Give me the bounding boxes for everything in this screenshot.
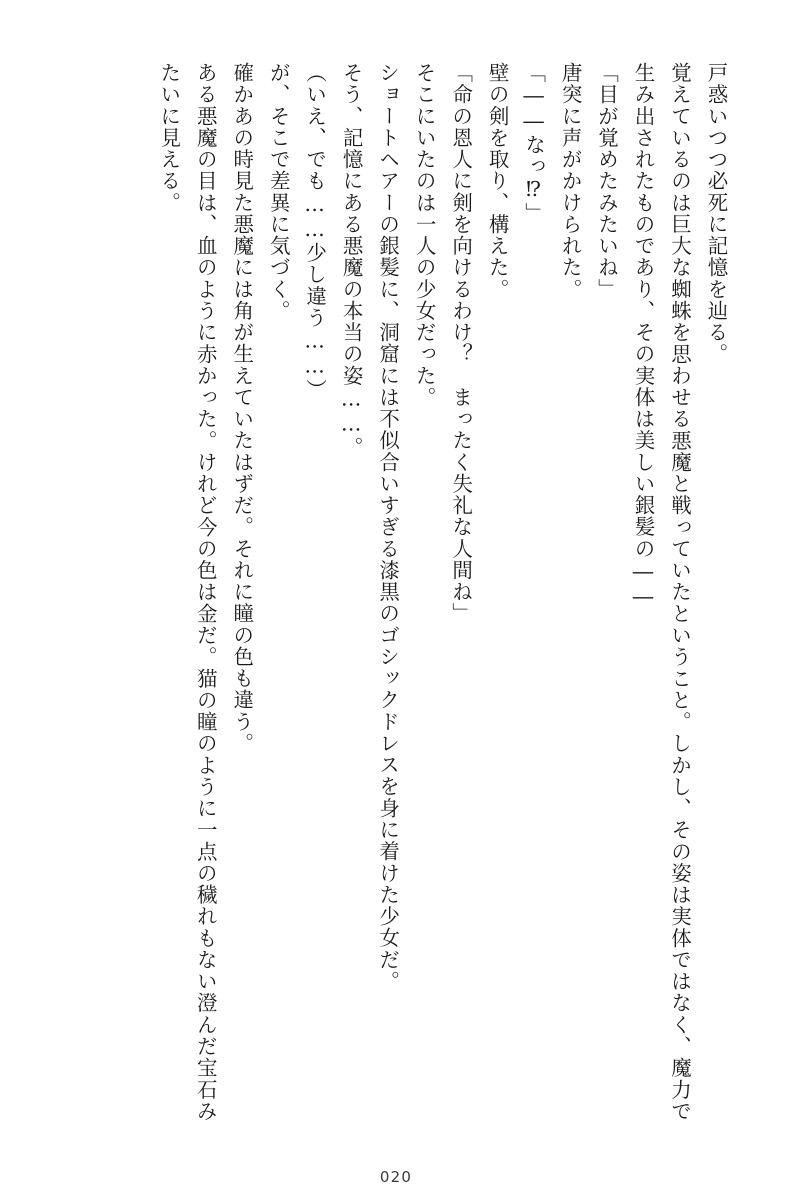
paragraph: 壁の剣を取り、構えた。 — [485, 62, 510, 300]
paragraph: 唐突に声がかけられた。 — [558, 62, 583, 300]
vertical-text-body — [52, 62, 734, 1122]
paragraph: 確かあの時見た悪魔には角が生えていたはずだ。それに瞳の色も違う。 — [229, 62, 254, 755]
paragraph: 覚えているのは巨大な蜘蛛を思わせる悪魔と戦っていたということ。しかし、その姿は実体ではなく、魔力で生み出されたものであり、その実体は美しい銀髪の―― — [631, 62, 692, 1122]
paragraph: そこにいたのは一人の少女だった。 — [412, 62, 437, 409]
paragraph: 「命の恩人に剣を向けるわけ？ まったく失礼な人間ね」 — [448, 62, 473, 625]
paragraph: ある悪魔の目は、血のように赤かった。けれど今の色は金だ。猫の瞳のように一点の穢れもない澄んだ宝石みたいに見える。 — [156, 62, 218, 1122]
paragraph: （いえ、でも……少し違う……） — [302, 62, 327, 401]
paragraph: 戸惑いつつ必死に記憶を辿る。 — [704, 62, 728, 365]
paragraph: 「――なっ⁉」 — [521, 62, 546, 224]
paragraph: そう、記憶にある悪魔の本当の姿……。 — [339, 62, 364, 459]
page-number: 020 — [379, 1168, 413, 1186]
paragraph: 「目が覚めたみたいね」 — [594, 62, 619, 300]
paragraph: ショートヘアーの銀髪に、洞窟には不似合いすぎる漆黒のゴシックドレスを身に着けた少女だ。 — [375, 62, 400, 992]
paragraph: が、そこで差異に気づく。 — [266, 62, 291, 322]
